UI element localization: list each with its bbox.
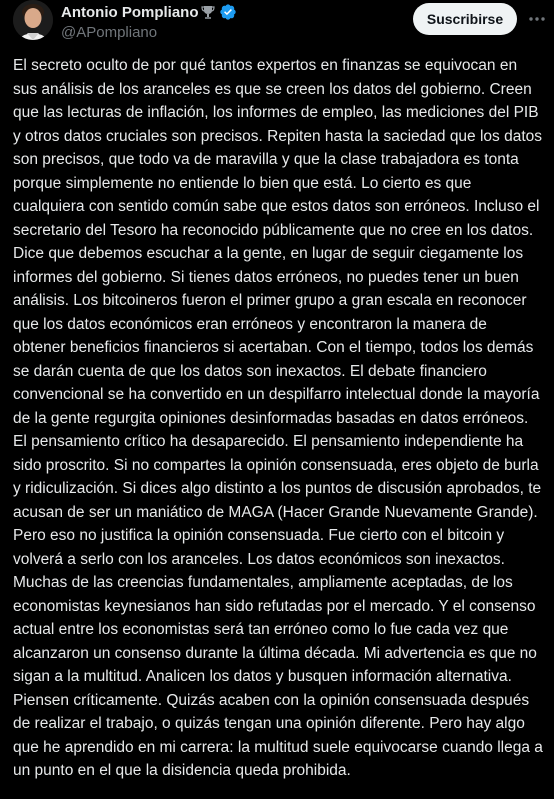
author-handle[interactable]: @APompliano xyxy=(61,24,158,41)
post-text: El secreto oculto de por qué tantos expertos en finanzas se equivocan en sus análisis de los aranceles es que se creen los datos del gobierno. Creen que las lecturas de inflación, los informes de empleo, las mediciones del PIB y otros datos cruciales son precisos. Repiten hasta la saciedad que los datos son precisos, que todo va de maravilla y que la clase trabajadora es tonta porque simplemente no entiende lo bien que está. Lo cierto es que cualquiera con sentido común sabe que estos datos son erróneos. Incluso el secretario del Tesoro ha reconocido públicamente que no cree en los datos. Dice que debemos escuchar a la gente, en lugar de seguir ciegamente los informes del gobierno. Si tienes datos erróneos, no puedes tener un buen análisis. Los bitcoineros fueron el primer grupo a gran escala en reconocer que los datos económicos eran erróneos y encontraron la manera de obtener beneficios financieros si acertaban. Con el tiempo, todos los demás se darán cuenta de que los datos son inexactos. El debate financiero convencional se ha convertido en un despilfarro intelectual donde la mayoría de la gente regurgita opiniones desinformadas basadas en datos erróneos. El pensamiento crítico ha desaparecido. El pensamiento independiente ha sido proscrito. Si no compartes la opinión consensuada, eres objeto de burla y ridiculización. Si dices algo distinto a los puntos de discusión aprobados, te acusan de ser un maniático de MAGA (Hacer Grande Nuevamente Grande). Pero eso no justifica la opinión consensuada. Fue cierto con el bitcoin y volverá a serlo con los aranceles. Los datos económicos son inexactos. Muchas de las creencias fundamentales, ampliamente aceptadas, de los economistas keynesianos han sido refutadas por el mercado. Y el consenso actual entre los economistas será tan erróneo como lo fue cada vez que alcanzaron un consenso durante la última década. Mi advertencia es que no sigan a la multitud. Analicen los datos y busquen información alternativa. Piensen críticamente. Quizás acaben con la opinión consensuada después de realizar el trabajo, o quizás tengan una opinión diferente. Pero hay algo que he aprendido en mi carrera: la multitud suele equivocarse cuando llega a un punto en el que la disidencia queda prohibida. xyxy=(13,57,543,779)
more-horizontal-icon[interactable] xyxy=(527,9,547,29)
avatar[interactable] xyxy=(13,0,53,40)
verified-badge-icon xyxy=(219,3,237,21)
subscribe-button[interactable]: Suscribirse xyxy=(413,3,517,35)
author-name-row xyxy=(61,2,237,22)
trophy-icon xyxy=(200,4,216,20)
avatar-image xyxy=(13,0,53,40)
author-display-name[interactable]: Antonio Pompliano xyxy=(61,3,199,21)
